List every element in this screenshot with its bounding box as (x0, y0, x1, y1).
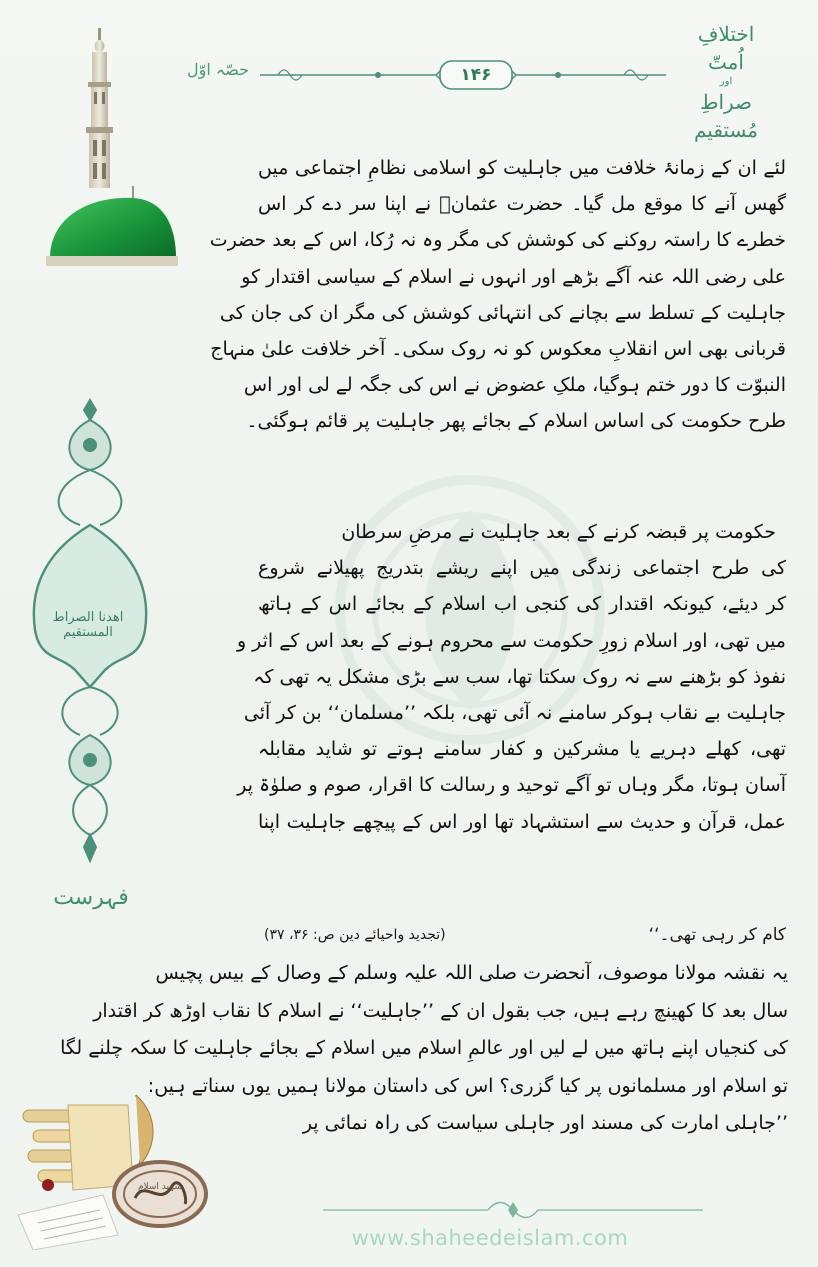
page-number: ۱۴۶ (460, 65, 492, 85)
text-line: میں تھی، اور اسلام زورِ حکومت سے محروم ہونے کے بعد اس کے اثر و (236, 629, 786, 652)
text-line: النبوّت کا دور ختم ہوگیا، ملکِ عضوض نے اس کی جگہ لے لی اور اس (243, 374, 786, 397)
section-label: حصّہ اوّل (186, 60, 250, 79)
text-line: علی رضی اللہ عنہ آگے بڑھے اور انہوں نے اسلام کے سیاسی اقتدار کو (241, 265, 786, 288)
index-link-button[interactable]: فہرست (53, 885, 129, 910)
text-line: قربانی بھی اس انقلابِ معکوس کو نہ روک سکی۔ آخر خلافت علیٰ منہاج (210, 337, 786, 360)
text-line: نفوذ کو بڑھنے سے نہ روک سکتا تھا، سب سے بڑی مشکل یہ تھی کہ (253, 665, 786, 688)
text-line: جاہلیت کے تسلط سے بچانے کی انتہائی کوشش کی مگر ان کی جان کی (219, 301, 786, 324)
minaret-dome-image (28, 18, 178, 268)
paragraph-quote-part1 (209, 150, 786, 440)
text-line: خطرے کا راستہ روکنے کی کوشش کی مگر وہ نہ رُکا، اس کے بعد حضرت (209, 229, 786, 252)
text-line: لئے ان کے زمانۂ خلافت میں جاہلیت کو اسلامی نظامِ اجتماعی میں (258, 157, 786, 179)
paragraph-commentary (60, 955, 788, 1143)
text-line: حکومت پر قبضہ کرنے کے بعد جاہلیت نے مرضِ سرطان (341, 521, 776, 543)
text-line: یہ نقشہ مولانا موصوف، آنحضرت صلی اللہ علیہ وسلم کے وصال کے بیس پچیس (155, 962, 788, 984)
paragraph-quote-part2 (236, 514, 786, 840)
text-line: گھس آنے کا موقع مل گیا۔ حضرت عثمانؓ نے اپنا سر دے کر اس (258, 193, 786, 216)
footer-divider (318, 1198, 708, 1222)
text-line: کی کنجیاں اپنے ہاتھ میں لے لیں اور عالمِ اسلام میں اسلام کے بجائے جاہلیت کا سکہ چلنے لگا (60, 1037, 788, 1059)
website-url[interactable]: www.shaheedeislam.com (351, 1226, 629, 1250)
text-line: آسان ہوتا، مگر وہاں تو آگے توحید و رسالت کا اقرار، صوم و صلوٰۃ پر (237, 774, 786, 797)
book-title-line2: اور (719, 76, 733, 87)
text-line: سال بعد کا کھینچ رہے ہیں، جب بقول ان کے ’’جاہلیت‘‘ نے اسلام کا نقاب اوڑھ کر اقتدار (93, 999, 788, 1022)
text-line: عمل، قرآن و حدیث سے استشہاد تھا اور اس کے پیچھے جاہلیت اپنا (258, 810, 786, 833)
text-line: ’’جاہلی امارت کی مسند اور جاہلی سیاست کی راہ نمائی پر (302, 1112, 788, 1134)
book-title (686, 20, 766, 144)
book-title-line1: اختلافِ اُمتّ (697, 22, 755, 74)
seal-text: شہید اسلام (137, 1182, 183, 1192)
text-line: کی طرح اجتماعی زندگی میں اپنے ریشے بتدریج پھیلانے شروع (258, 557, 786, 580)
text-line: جاہلیت بے نقاب ہوکر سامنے نہ آئی تھی، بلکہ ’’مسلمان‘‘ بن کر آئی (243, 701, 786, 724)
citation-reference: (تجدید واحیائے دین ص: ۳۶، ۳۷) (264, 927, 446, 943)
ornament-calligraphy: اھدنا الصراط المستقیم (52, 610, 124, 640)
text-line: تھی، کھلے دہریے یا مشرکین و کفار سامنے ہوتے تو شاید مقابلہ (258, 738, 786, 761)
quote-end-text: کام کر رہی تھی۔‘‘ (648, 925, 786, 945)
calligraphy-seal-logo (110, 1158, 210, 1230)
book-title-line3: صراطِ مُستقیم (693, 90, 759, 142)
text-line: تو اسلام اور مسلمانوں پر کیا گزری؟ اس کی داستان مولانا ہمیں یوں سناتے ہیں: (147, 1074, 788, 1097)
citation-row (258, 918, 786, 952)
text-line: طرح حکومت کی اساس اسلام کے بجائے پھر جاہلیت پر قائم ہوگئی۔ (246, 410, 786, 433)
text-line: کر دیئے، کیونکہ اقتدار کی کنجی اب اسلام کے بجائے اس کے ہاتھ (258, 593, 786, 616)
